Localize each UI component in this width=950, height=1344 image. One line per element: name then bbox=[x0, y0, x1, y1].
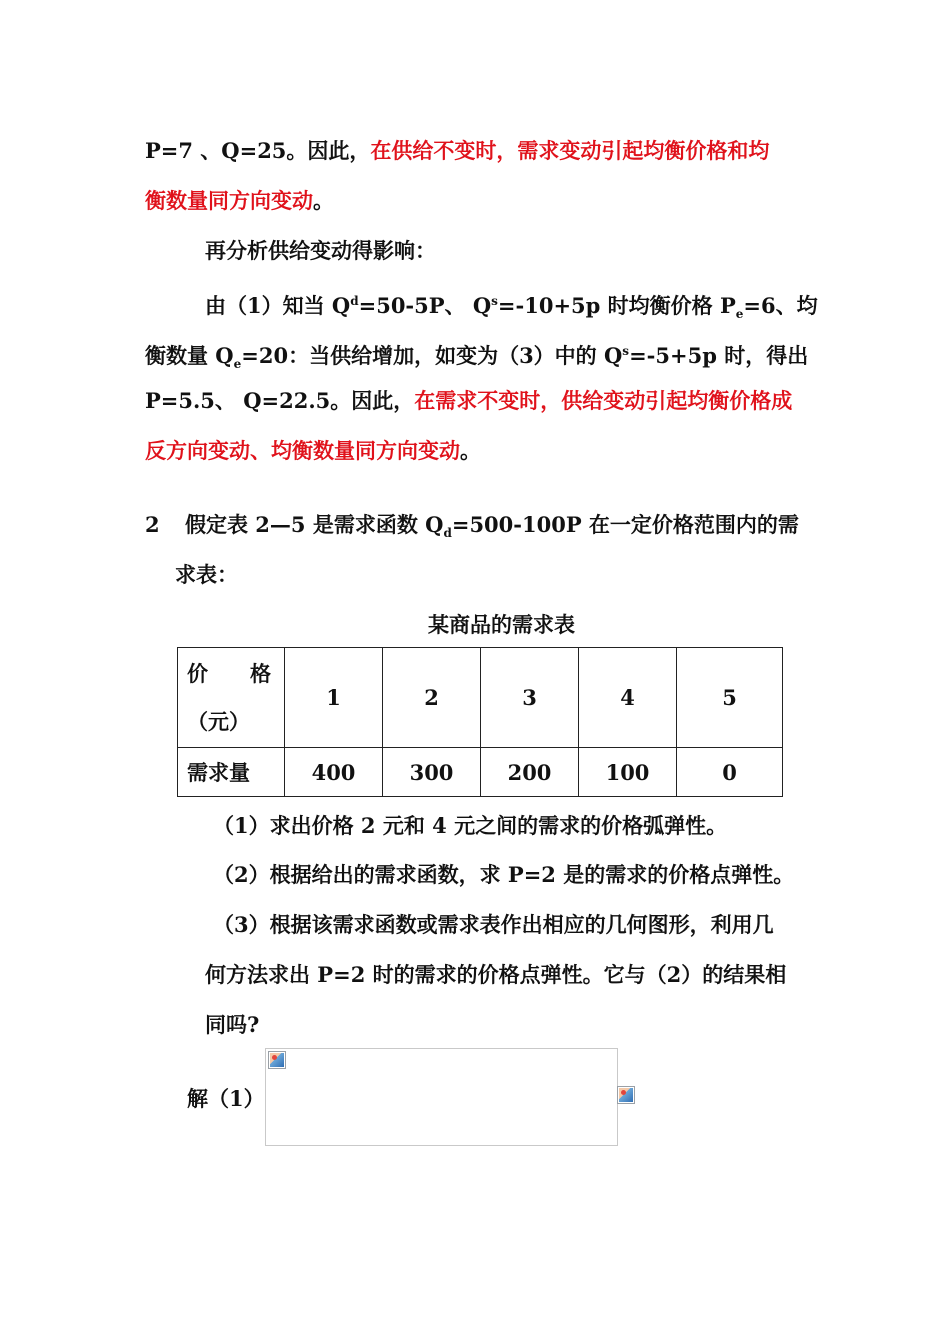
table-cell: 400 bbox=[285, 748, 383, 797]
price-label: 价 格 bbox=[187, 660, 271, 686]
formula-image-placeholder bbox=[265, 1048, 618, 1146]
highlight-text: 在需求不变时，供给变动引起均衡价格成 bbox=[414, 388, 793, 413]
text-span: =-5+5p 时，得出 bbox=[629, 343, 809, 368]
subquestion-3-line2: 何方法求出 P=2 时的需求的价格点弹性。它与（2）的结果相 bbox=[205, 962, 787, 987]
highlight-text: 在供给不变时，需求变动引起均衡价格和均 bbox=[370, 138, 770, 163]
table-cell: 300 bbox=[383, 748, 481, 797]
table-row bbox=[178, 648, 783, 748]
table-caption: 某商品的需求表 bbox=[428, 612, 575, 637]
text-span: P=5.5、 Q=22.5。因此， bbox=[145, 388, 415, 413]
subquestion-3-line1: （3）根据该需求函数或需求表作出相应的几何图形，利用几 bbox=[213, 912, 774, 937]
text-span: =500-100P 在一定价格范围内的需 bbox=[451, 512, 799, 537]
table-cell: 200 bbox=[481, 748, 579, 797]
table-cell: 5 bbox=[677, 648, 783, 748]
question-line bbox=[145, 510, 810, 548]
text-span: 。 bbox=[313, 188, 334, 213]
subquestion-3-line3: 同吗? bbox=[205, 1012, 260, 1037]
superscript: s bbox=[491, 294, 498, 308]
highlight-text: 衡数量同方向变动 bbox=[145, 188, 313, 213]
table-cell: 2 bbox=[383, 648, 481, 748]
subscript: e bbox=[735, 307, 744, 322]
table-header-cell bbox=[178, 648, 285, 748]
broken-image-icon bbox=[617, 1086, 635, 1104]
question-number: 2 bbox=[145, 512, 160, 537]
table-cell: 100 bbox=[579, 748, 677, 797]
text-span: 由（1）知当 Q bbox=[205, 293, 351, 318]
paragraph-line bbox=[145, 336, 810, 379]
subquestion-2: （2）根据给出的需求函数，求 P=2 是的需求的价格点弹性。 bbox=[213, 862, 795, 887]
paragraph-line bbox=[145, 386, 810, 416]
table-cell: 0 bbox=[677, 748, 783, 797]
question-line: 求表： bbox=[175, 562, 238, 587]
text-span: 。 bbox=[460, 438, 481, 463]
paragraph-line bbox=[145, 436, 810, 466]
demand-table bbox=[177, 647, 783, 797]
highlight-text: 反方向变动、均衡数量同方向变动 bbox=[145, 438, 460, 463]
text-span: =-10+5p 时均衡价格 P bbox=[497, 293, 736, 318]
table-row bbox=[178, 748, 783, 797]
broken-image-icon bbox=[268, 1051, 286, 1069]
table-cell: 4 bbox=[579, 648, 677, 748]
table-cell: 1 bbox=[285, 648, 383, 748]
text-span: =50-5P、 Q bbox=[358, 293, 492, 318]
text-span: P=7 、Q=25。因此， bbox=[145, 138, 371, 163]
text-span: =6、均 bbox=[743, 293, 818, 318]
answer-label: 解（1） bbox=[187, 1086, 265, 1111]
table-cell: 3 bbox=[481, 648, 579, 748]
subquestion-1: （1）求出价格 2 元和 4 元之间的需求的价格弧弹性。 bbox=[213, 813, 728, 838]
paragraph-line bbox=[145, 186, 810, 216]
text-span: 衡数量 Q bbox=[145, 343, 234, 368]
paragraph-line bbox=[205, 286, 870, 329]
price-unit-label: （元） bbox=[187, 708, 250, 734]
text-span: =20：当供给增加，如变为（3）中的 Q bbox=[241, 343, 623, 368]
superscript: d bbox=[350, 294, 359, 308]
table-header-cell: 需求量 bbox=[178, 748, 285, 797]
text-span: 假定表 2—5 是需求函数 Q bbox=[185, 512, 444, 537]
subscript: d bbox=[443, 526, 452, 541]
section-heading: 再分析供给变动得影响： bbox=[205, 238, 436, 263]
subscript: e bbox=[233, 357, 242, 372]
paragraph-line bbox=[145, 136, 810, 166]
superscript: s bbox=[622, 344, 630, 358]
